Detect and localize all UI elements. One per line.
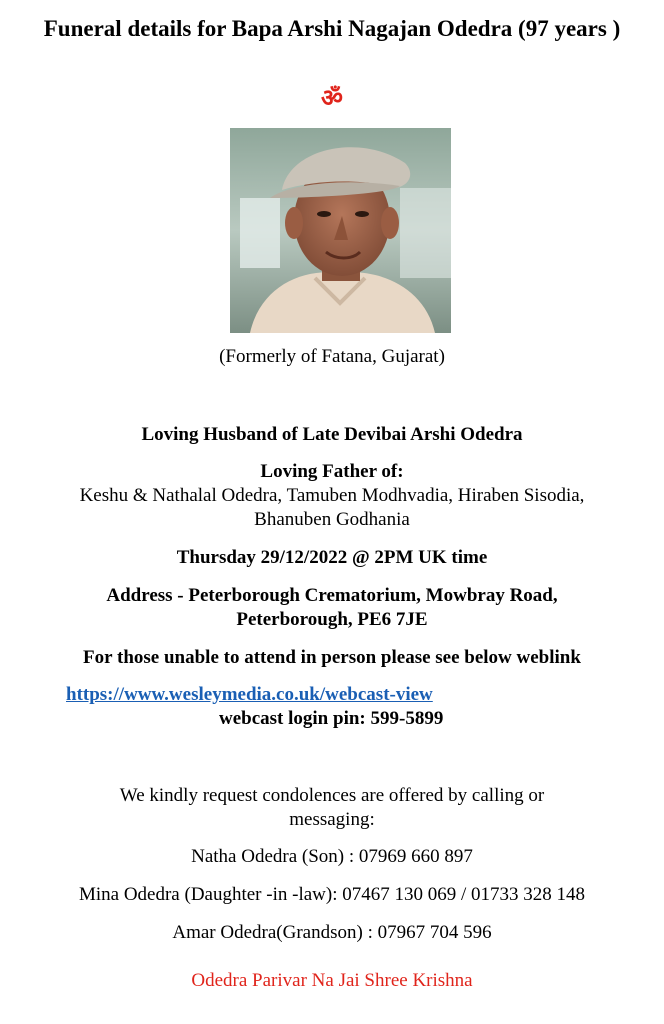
- contact-daughter-in-law: Mina Odedra (Daughter -in -law): 07467 130 069 / 01733 328 148: [78, 884, 586, 905]
- children-line-2: Bhanuben Godhania: [254, 509, 410, 530]
- portrait-photo: [230, 128, 451, 333]
- service-date-time: Thursday 29/12/2022 @ 2PM UK time: [176, 547, 488, 568]
- webcast-pin: webcast login pin: 599-5899: [219, 708, 444, 729]
- condolence-request-line-2: messaging:: [289, 809, 375, 830]
- page-title: Funeral details for Bapa Arshi Nagajan Odedra (97 years ): [43, 16, 621, 41]
- husband-line: Loving Husband of Late Devibai Arshi Odedra: [141, 424, 523, 445]
- remote-attendance-note: For those unable to attend in person please see below weblink: [83, 647, 581, 668]
- contact-grandson: Amar Odedra(Grandson) : 07967 704 596: [172, 922, 492, 943]
- om-symbol-icon: ॐ: [321, 84, 343, 112]
- closing-greeting: Odedra Parivar Na Jai Shree Krishna: [191, 970, 473, 991]
- formerly-of-text: (Formerly of Fatana, Gujarat): [219, 346, 445, 367]
- children-line-1: Keshu & Nathalal Odedra, Tamuben Modhvadia, Hiraben Sisodia,: [79, 485, 585, 506]
- condolence-request-line-1: We kindly request condolences are offered by calling or: [119, 785, 545, 806]
- address-line-1: Address - Peterborough Crematorium, Mowbray Road,: [106, 585, 558, 606]
- webcast-link[interactable]: https://www.wesleymedia.co.uk/webcast-view: [66, 684, 433, 705]
- address-line-2: Peterborough, PE6 7JE: [236, 609, 428, 630]
- contact-son: Natha Odedra (Son) : 07969 660 897: [191, 846, 473, 867]
- father-heading: Loving Father of:: [260, 461, 404, 482]
